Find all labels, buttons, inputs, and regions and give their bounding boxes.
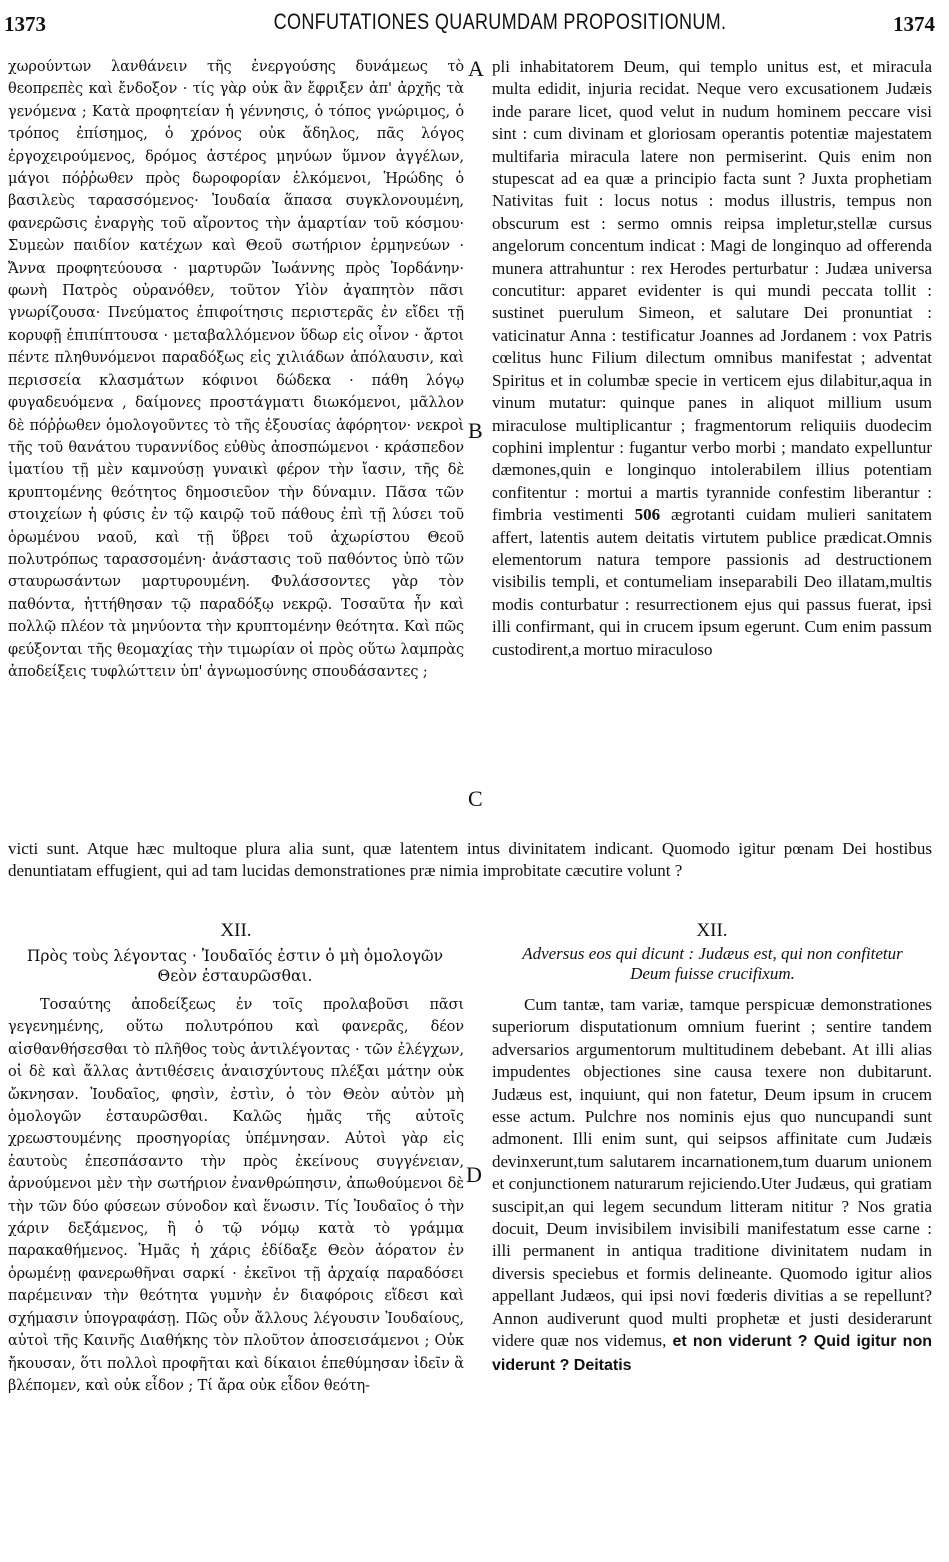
latin-text-section-bold: et non viderunt ? Quid igitur non viderunt ? Deitatis <box>492 1333 933 1374</box>
margin-mark-b: B <box>468 418 483 443</box>
running-header <box>0 6 949 40</box>
latin-section-title: Adversus eos qui dicunt : Judæus est, qui non confitetur Deum fuisse crucifixum. <box>522 944 903 983</box>
latin-text-section-a: Cum tantæ, tam variæ, tamque perspicuæ demonstrationes superiorum disputationum omnium fuerint ; sentire tandem adversarios argumentorum multitudinem debebant. At illi alias impudentes objectiones sine causa texere non dubitarunt. Judæus est, inquiunt, qui non fatetur, Deum ipsum in crucem esse actum. Pulchre nos nominis ejus quo nuncupandi sunt admonent. Illi enim sunt, qui seipsos affinitate cum Judæis devinxerunt,tum salutarem incarnationem,tum duarum unionem et conjunctionem naturarum rejiciendo.Uter Judæus, qui gratiam suscipit,an qui legem secundum litteram nititur ? Nos gratia docuit, Deum invisibilem invisibili manifestatum esse carne : illi permanent in antiqua traditione divinitatem nudam in diversis speciebus et formis delineante. Quomodo igitur alios appellant Judæos, qui ipsi novi fœderis divitias a se repellunt?Annon audiverunt quod multi prophetæ et justi desiderarunt videre quæ nos videmus, <box>492 995 932 1351</box>
column-number-bold: 506 <box>634 505 661 525</box>
running-title: CONFUTATIONES QUARUMDAM PROPOSITIONUM. <box>273 9 727 34</box>
greek-text-section: Τοσαύτης ἀποδείξεως ἐν τοῖς προλαβοῦσι πᾶσι γεγενημένης, οὕτω πολυτρόπου καὶ φανερᾶς, δέον αἰσθανθήσεσθαι τὸ πλῆθος τοὺς ἀντιλέγοντας · τῶν ἐλέγχων, οἱ δὲ καὶ ἄλλας ἀντιθέσεις ἀναισχύντους πλέξαι μάτην οὐκ ὤκνησαν. Ἰουδαῖος, φησὶν, ἐστὶν, ὁ τὸν Θεὸν αὐτὸν μὴ ὁμολογῶν ἐσταυρῶσθαι. Καλῶς ἡμᾶς τῆς αὐτοῖς χρεωστουμένης προσηγορίας ὑπέμνησαν. Αὐτοὶ γὰρ εἰς ἑαυτοὺς ἐπεσπάσαντο τὴν πρὸς ἐκείνους συγγένειαν, ἀρνούμενοι μὲν τὴν σωτήριον ἐνανθρώπησιν, ἀπωθούμενοι δὲ τὴν τῶν δύο φύσεων σύνοδον καὶ ἕνωσιν. Τίς Ἰουδαῖος ὁ τὴν χάριν δεξάμενος, ἢ ὁ τῷ νόμῳ κατὰ τὸ γράμμα παρακαθήμενος. Ἡμᾶς ἡ χάρις ἐδίδαξε Θεὸν ἀόρατον ἐν ὁρωμένῃ φανερωθῆναι σαρκί · ἐκεῖνοι τῇ ἀρχαίᾳ παραδόσει παρέμειναν τὴν θεότητα γυμνὴν ἐν διαφόροις εἴδεσι καὶ σχήμασιν ὑπογραφάσῃ. Πῶς οὖν ἄλλους λέγουσιν Ἰουδαίους, αὐτοὶ τῆς Καινῆς Διαθήκης τὸν πλοῦτον ἀποσεισάμενοι ; Οὐκ ἤκουσαν, ὅτι πολλοὶ προφῆται καὶ δίκαιοι ἐπεθύμησαν ἰδεῖν ἃ βλέπομεν, καὶ οὐκ εἶδον ; Τί ἄρα οὐκ εἶδον θεότη- <box>8 997 464 1394</box>
margin-mark-d: D <box>466 1162 482 1187</box>
latin-section-number: XII. <box>696 920 728 941</box>
greek-section-number: XII. <box>220 920 252 941</box>
latin-column-top <box>492 56 932 661</box>
greek-column-top <box>8 56 464 683</box>
latin-full-width-text: victi sunt. Atque hæc multoque plura alia sunt, quæ latentem intus divinitatem indicant. Quomodo igitur pœnam Dei hostibus denuntiatam effugient, qui ad tam lucidas demonstrationes præ nimia improbitate cæcutire volunt ? <box>8 839 932 881</box>
margin-mark-a: A <box>468 56 484 81</box>
latin-text-top-a: pli inhabitatorem Deum, qui templo unitus est, et miracula multa edidit, injuria recidat. Neque vero excusationem Judæis inde parare licet, quod velut in nudum hominem peccare visi sint : cum divinam et gloriosam operantis potentiæ majestatem multifaria miracula latere non permiserint. Quis enim non stupescat ad ea quæ a principio facta sunt ? Juxta prophetiam Nativitas fuit : locus notus : modus illustris, tempus non obscurum est : sermo omnis reipsa impletur,stellæ cursus angelorum concentum indicat : Magi de longinquo ad offerenda munera attrahuntur : rex Herodes perturbatur : Judæa universa concutitur: apparet evidenter is qui mundi peccata tollit : sustinet puerulum Simeon, et salutare Dei pronuntiat : vaticinatur Anna : testificatur Joannes ad Jordanem : vox Patris cœlitus hunc Filium dilectum omnibus manifestat ; adventat Spiritus et in columbæ specie in verticem ejus dilabitur,aqua in vinum mutatur: quinque panes in aliquot millium usum miraculose multiplicantur ; fragmentorum reliquiis duodecim cophini implentur : fugantur verbo morbi ; mandato expelluntur dæmones,quin e longinquo intolerabilem illius potentiam confitentur : mortui a martis tyrannide confestim liberantur : fimbria vestimenti <box>492 57 932 525</box>
left-page-number: 1373 <box>4 12 46 36</box>
greek-text-top: χωρούντων λανθάνειν τῆς ἐνεργούσης δυνάμεως τὸ θεοπρεπὲς καὶ ἔνδοξον · τίς γὰρ οὐκ ἂν ἔφριξεν ἀπ' ἀρχῆς τὰ γενόμενα ; Κατὰ προφητείαν ἡ γέννησις, ὁ τόπος γνώριμος, ὁ τρόπος ἐπίσημος, ὁ χρόνος οὐκ ἄδηλος, πᾶς λόγος ἐργοχειρούμενος, δρόμος ἀστέρος μηνύων ὕμνον ἀγγέλων, μάγοι πόῤῥωθεν πρὸς δωροφορίαν ἑλκόμενοι, Ἡρώδης ὁ βασιλεὺς ταρασσόμενος· Ἰουδαία ἅπασα συγκλονουμένη, φανερῶσις ἐναργὴς τοῦ αἴροντος τὴν ἁμαρτίαν τοῦ κόσμου· Συμεὼν παιδίον κατέχων καὶ Θεοῦ σωτήριον ἑρμηνεύων · Ἄννα προφητεύουσα · μαρτυρῶν Ἰωάννης πρὸς Ἰορδάνην· φωνὴ Πατρὸς οὐρανόθεν, τοῦτον Υἱὸν ἀγαπητὸν πᾶσι γνωρίζουσα· Πνεύματος ἐπιφοίτησις περιστερᾶς ἐν εἴδει τῇ κορυφῇ ἐπιπίπτουσα · μεταβαλλόμενον ὕδωρ εἰς οἶνον · ἄρτοι πέντε πληθυνόμενοι παραδόξως εἰς χιλιάδων ἀπόλαυσιν, καὶ περισσεία κλασμάτων κόφινοι δώδεκα · πάθη λόγῳ φυγαδευόμενα , δαίμονες προστάγματι διωκόμενοι, μᾶλλον δὲ πόῤῥωθεν ὁμολογοῦντες τὸ τῆς ἐξουσίας ἀφόρητον· νεκροὶ τῆς τοῦ θανάτου τυραννίδος εὐθὺς ἀποσπώμενοι · κράσπεδον ἱματίου τῇ μὲν καμνούσῃ γυναικὶ φέρον τὴν ἴασιν, τῆς δὲ κρυπτομένης θεότητος δημοσιεῦον τὴν δύναμιν. Πᾶσα τῶν στοιχείων ἡ φύσις ἐν τῷ καιρῷ τοῦ πάθους ἐπὶ τῇ λύσει τοῦ ὁρωμένου ναοῦ, καὶ τῇ ὕβρει τοῦ ἀχωρίστου Θεοῦ πολυτρόπως ταρασσομένη· ἀνάστασις τοῦ παθόντος ὑπὸ τῶν σταυρωσάντων μαρτυρουμένη. Φυλάσσοντες γὰρ τὸν παθόντα, ἡττήθησαν τῷ παραδόξῳ νεκρῷ. Τοσαῦτα ἦν καὶ πολλῷ πλέον τὰ μηνύοντα τὴν κρυπτομένην θεότητα. Καὶ πῶς φεύξονται τῆς θεομαχίας τὴν τιμωρίαν οἱ πρὸς οὕτω λαμπρὰς ἀποδείξεις τυφλώττειν ὑπ' ἀγνωμοσύνης σπουδάσαντες ; <box>8 59 464 680</box>
margin-mark-c: C <box>468 786 483 811</box>
latin-text-section <box>492 994 932 1377</box>
latin-column-section <box>492 994 932 1377</box>
greek-section-title: Πρὸς τοὺς λέγοντας · Ἰουδαῖός ἐστιν ὁ μὴ ὁμολογῶν Θεὸν ἐσταυρῶσθαι. <box>26 947 444 985</box>
latin-text-top <box>492 56 932 661</box>
latin-text-top-b: ægrotanti cuidam mulieri sanitatem affert, latentis autem deitatis virtutem publice prædicat.Omnis elementorum natura tempore passionis ad destructionem visibilis templi, et contumeliam inseparabili Deo illatam,multis modis conturbatur : resurrectionem ejus qui passus fuerat, ipsi illi confirmant, qui in crucem ipsum egerunt. Cum enim passum custodirent,a mortuo miraculoso <box>492 505 933 659</box>
greek-column-section <box>8 994 464 1397</box>
right-page-number: 1374 <box>893 12 935 36</box>
